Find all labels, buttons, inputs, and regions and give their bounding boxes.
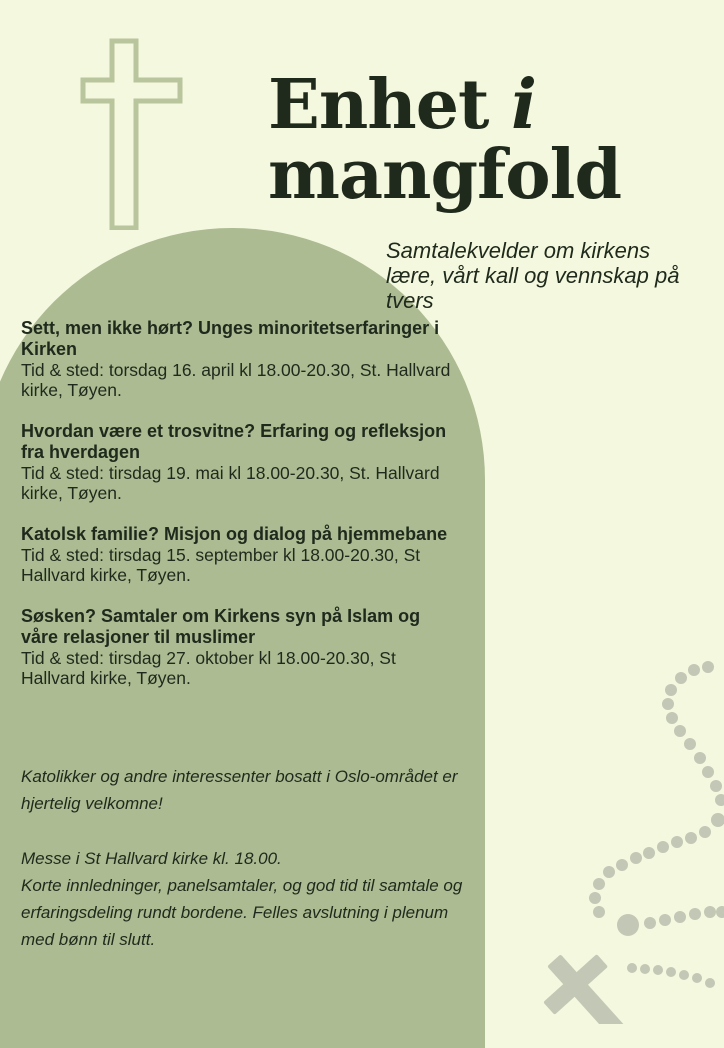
event-item <box>21 606 461 688</box>
program-line-2: Korte innledninger, panelsamtaler, og god tid til samtale og erfaringsdeling rundt bordene. Felles avslutning i plenum med bønn til slutt. <box>21 876 463 949</box>
program-line-1: Messe i St Hallvard kirke kl. 18.00. <box>21 849 282 868</box>
event-item <box>21 318 461 400</box>
event-details: Tid & sted: tirsdag 27. oktober kl 18.00-20.30, St Hallvard kirke, Tøyen. <box>21 648 396 688</box>
title-word-2: i <box>511 65 536 145</box>
event-item <box>21 524 461 585</box>
event-list <box>21 318 461 709</box>
subtitle: Samtalekvelder om kirkens lære, vårt kall og vennskap på tvers <box>386 238 680 313</box>
program-text <box>21 845 466 953</box>
cross-icon <box>80 38 184 230</box>
event-details: Tid & sted: tirsdag 15. september kl 18.00-20.30, St Hallvard kirke, Tøyen. <box>21 545 421 585</box>
event-item <box>21 421 461 503</box>
event-details: Tid & sted: tirsdag 19. mai kl 18.00-20.30, St. Hallvard kirke, Tøyen. <box>21 463 440 503</box>
page-title <box>268 65 621 215</box>
title-word-1: Enhet <box>268 65 489 145</box>
rosary-icon <box>540 650 724 1024</box>
title-word-3: mangfold <box>268 135 621 215</box>
event-title: Hvordan være et trosvitne? Erfaring og refleksjon fra hverdagen <box>21 421 447 462</box>
event-title: Søsken? Samtaler om Kirkens syn på Islam og våre relasjoner til muslimer <box>21 606 421 647</box>
event-title: Sett, men ikke hørt? Unges minoritetserfaringer i Kirken <box>21 318 440 359</box>
event-title: Katolsk familie? Misjon og dialog på hjemmebane <box>21 524 448 544</box>
invitation-text: Katolikker og andre interessenter bosatt i Oslo-området er hjertelig velkomne! <box>21 767 458 813</box>
event-details: Tid & sted: torsdag 16. april kl 18.00-20.30, St. Hallvard kirke, Tøyen. <box>21 360 451 400</box>
